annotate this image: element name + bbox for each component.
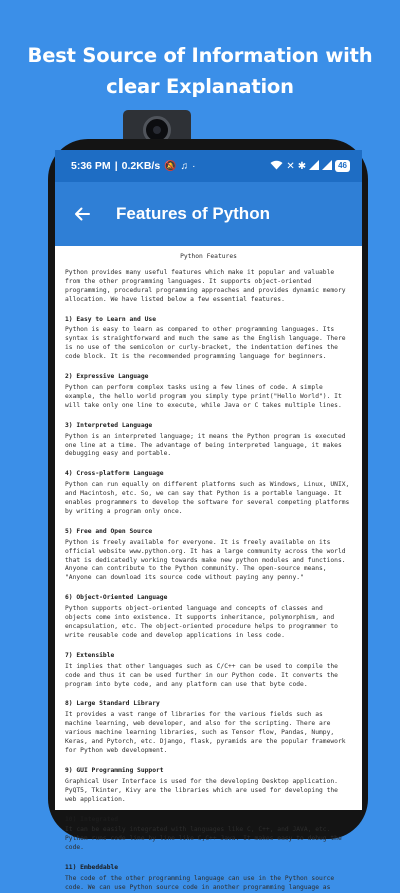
- arrow-left-icon: [74, 206, 90, 222]
- section-heading: 10) Integrated: [65, 815, 119, 823]
- section-body: Python can run equally on different platforms such as Windows, Linux, UNIX, and Macintosh, etc. So, we can say that Python is a portable language. It enables programmers to develop the software for several competing platforms by writing a program only once.: [65, 481, 350, 515]
- feature-section: [65, 422, 352, 460]
- bell-off-icon: 🔕: [164, 160, 177, 172]
- document-title: Python Features: [180, 253, 237, 260]
- section-heading: 11) Embeddable: [65, 864, 119, 872]
- section-heading: 3) Interpreted Language: [65, 421, 153, 429]
- app-bar: [55, 182, 362, 246]
- status-bar: 5:36 PM | 0.2KB/s 🔕 ♫ · ✕ ✱ 46: [55, 150, 362, 182]
- section-heading: 8) Large Standard Library: [65, 700, 160, 708]
- section-body: Python can perform complex tasks using a few lines of code. A simple example, the hello world program you simply type print("Hello World"). It will take only one line to execute, while Java or C takes multiple lines.: [65, 383, 342, 409]
- feature-section: [65, 316, 352, 363]
- section-heading: 2) Expressive Language: [65, 373, 149, 381]
- feature-section: [65, 594, 352, 641]
- more-notifications-icon: ·: [192, 160, 196, 172]
- section-heading: 7) Extensible: [65, 651, 115, 659]
- section-body: Python is easy to learn as compared to other programming languages. Its syntax is straightforward and much the same as the English language. There is no use of the semicolon or curly-bracket, the indentation defines the code block. It is the recommended programming language for beginners.: [65, 326, 346, 361]
- section-body: It provides a vast range of libraries for the various fields such as machine learning, web developer, and also for the scripting. There are various machine learning libraries, such as Tensor flow, Pandas, Numpy, Keras, and Pytorch, etc. Django, flask, pyramids are the popular framework for Python web development.: [65, 711, 346, 754]
- feature-section: [65, 864, 352, 893]
- feature-section: [65, 373, 352, 411]
- wifi-icon: [270, 160, 283, 173]
- article-content[interactable]: [55, 246, 362, 893]
- back-button[interactable]: [65, 197, 99, 231]
- section-heading: 6) Object-Oriented Language: [65, 594, 168, 602]
- section-heading: 9) GUI Programming Support: [65, 766, 164, 774]
- feature-section: [65, 652, 352, 690]
- section-body: Python supports object-oriented language and concepts of classes and objects come into existence. It supports inheritance, polymorphism, and encapsulation, etc. The object-oriented procedure helps to programmer to write reusable code and develop applications in less code.: [65, 605, 338, 639]
- network-speed: 0.2KB/s: [121, 160, 161, 172]
- signal-icon-2: [322, 160, 332, 173]
- feature-section: [65, 700, 352, 755]
- feature-section: [65, 767, 352, 805]
- mute-icon: ✕: [286, 160, 295, 172]
- bluetooth-icon: ✱: [297, 160, 307, 172]
- section-body: The code of the other programming language can use in the Python source code. We can use Python source code in another programming language as: [65, 875, 335, 891]
- status-time: 5:36 PM: [71, 160, 111, 172]
- section-body: Python is an interpreted language; it means the Python program is executed one line at a time. The advantage of being interpreted language, it makes debugging easy and portable.: [65, 432, 346, 458]
- notification-icon: ♫: [180, 160, 189, 172]
- feature-section: [65, 528, 352, 583]
- feature-section: [65, 470, 352, 517]
- signal-icon: [309, 160, 319, 173]
- section-heading: 5) Free and Open Source: [65, 527, 153, 535]
- section-heading: 1) Easy to Learn and Use: [65, 315, 156, 323]
- page-title: Features of Python: [116, 204, 270, 223]
- section-body: It can be easily integrated with languages like C, C++, and JAVA, etc. Python runs code line by line like C,C++ Java. It makes easy to debug the code.: [65, 826, 342, 852]
- section-body: It implies that other languages such as C/C++ can be used to compile the code and thus it can be used further in our Python code. It converts the program into byte code, and any platform can use that byte code.: [65, 662, 338, 688]
- promo-title: Best Source of Information with clear Explanation: [27, 44, 373, 98]
- section-body: Python is freely available for everyone. It is freely available on its official website www.python.org. It has a large community across the world that is dedicatedly working towards make new python modules and functions. Anyone can contribute to the Python community. The open-source means, "Anyone can download its source code without paying any penny.": [65, 538, 346, 582]
- intro-paragraph: Python provides many useful features which make it popular and valuable from the other programming languages. It supports object-oriented programming, procedural programming approaches and provides dynamic memory allocation. We have listed below a few essential features.: [65, 268, 346, 303]
- section-heading: 4) Cross-platform Language: [65, 470, 164, 478]
- feature-section: [65, 816, 352, 854]
- section-body: Graphical User Interface is used for the developing Desktop application. PyQT5, Tkinter, Kivy are the libraries which are used for developing the web application.: [65, 777, 338, 803]
- battery-icon: 46: [335, 160, 350, 172]
- phone-screen: [55, 150, 362, 891]
